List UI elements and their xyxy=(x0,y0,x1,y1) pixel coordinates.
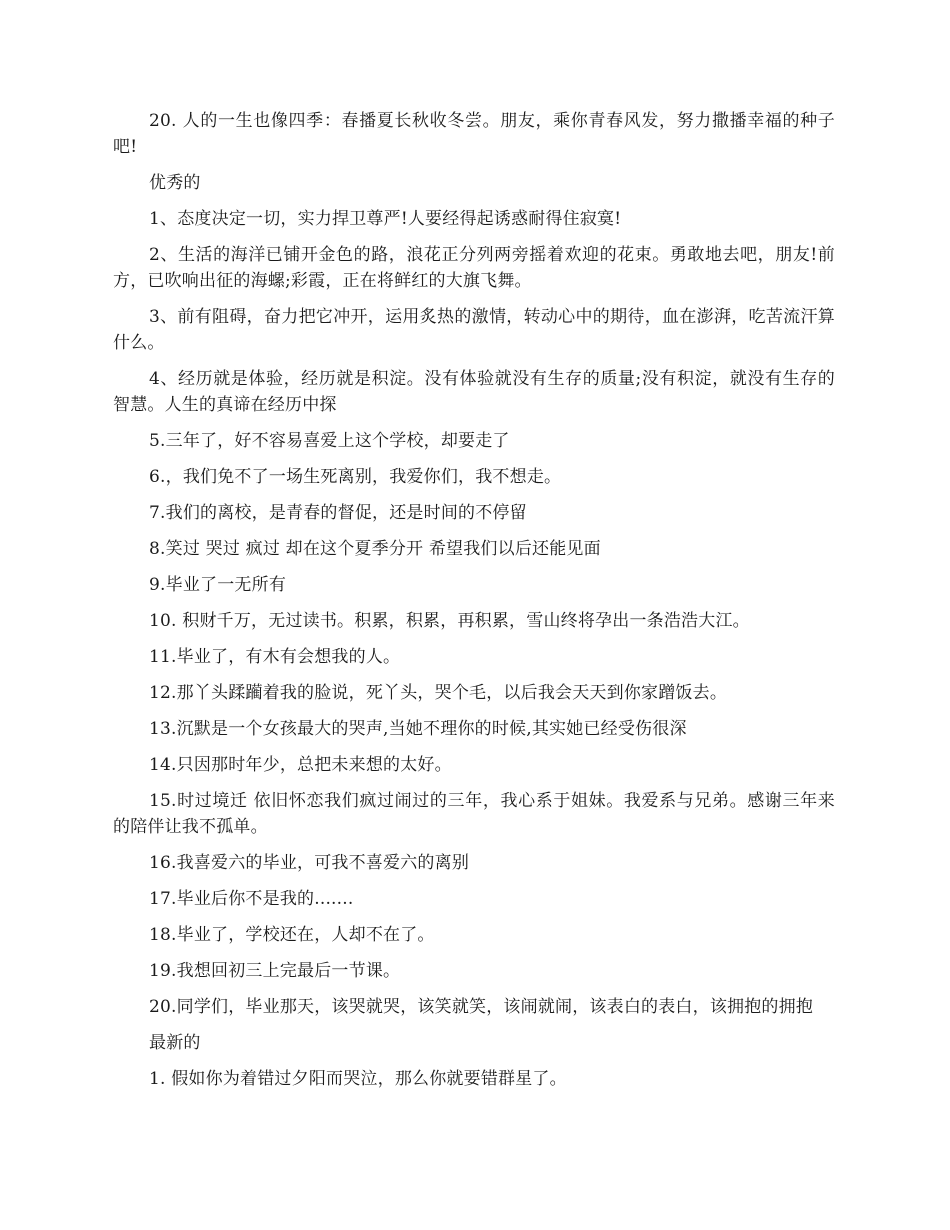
paragraph: 4、经历就是体验，经历就是积淀。没有体验就没有生存的质量;没有积淀，就没有生存的智慧。人生的真谛在经历中探 xyxy=(113,369,835,415)
document-body xyxy=(113,108,835,1102)
paragraph: 16.我喜爱六的毕业，可我不喜爱六的离别 xyxy=(149,853,470,873)
paragraph: 20. 人的一生也像四季：春播夏长秋收冬尝。朋友，乘你青春风发，努力撒播幸福的种子吧! xyxy=(113,111,835,157)
paragraph: 1、态度决定一切，实力捍卫尊严!人要经得起诱惑耐得住寂寞! xyxy=(149,209,622,229)
paragraph: 11.毕业了，有木有会想我的人。 xyxy=(149,647,401,667)
paragraph: 20.同学们，毕业那天，该哭就哭，该笑就笑，该闹就闹，该表白的表白，该拥抱的拥抱 xyxy=(149,997,814,1017)
paragraph: 1. 假如你为着错过夕阳而哭泣，那么你就要错群星了。 xyxy=(149,1069,567,1089)
section-heading-excellent: 优秀的 xyxy=(149,173,201,193)
paragraph: 10. 积财千万，无过读书。积累，积累，再积累，雪山终将孕出一条浩浩大江。 xyxy=(149,611,750,631)
section-heading-latest: 最新的 xyxy=(149,1033,201,1053)
paragraph: 18.毕业了，学校还在，人却不在了。 xyxy=(149,925,435,945)
paragraph: 8.笑过 哭过 疯过 却在这个夏季分开 希望我们以后还能见面 xyxy=(149,539,601,559)
paragraph: 5.三年了，好不容易喜爱上这个学校，却要走了 xyxy=(149,431,510,451)
paragraph: 15.时过境迁 依旧怀恋我们疯过闹过的三年，我心系于姐妹。我爱系与兄弟。感谢三年来的陪伴让我不孤单。 xyxy=(113,791,835,837)
paragraph: 17.毕业后你不是我的....... xyxy=(149,889,354,909)
paragraph: 9.毕业了一无所有 xyxy=(149,575,287,595)
paragraph: 13.沉默是一个女孩最大的哭声,当她不理你的时候,其实她已经受伤很深 xyxy=(149,719,687,739)
paragraph: 12.那丫头蹂躏着我的脸说，死丫头，哭个毛，以后我会天天到你家蹭饭去。 xyxy=(149,683,728,703)
paragraph: 2、生活的海洋已铺开金色的路，浪花正分列两旁摇着欢迎的花束。勇敢地去吧，朋友!前方，已吹响出征的海螺;彩霞，正在将鲜红的大旗飞舞。 xyxy=(113,245,835,291)
paragraph: 14.只因那时年少，总把未来想的太好。 xyxy=(149,755,452,775)
paragraph: 19.我想回初三上完最后一节课。 xyxy=(149,961,401,981)
paragraph: 3、前有阻碍，奋力把它冲开，运用炙热的激情，转动心中的期待，血在澎湃，吃苦流汗算什么。 xyxy=(113,307,835,353)
paragraph: 6.，我们免不了一场生死离别，我爱你们，我不想走。 xyxy=(149,467,562,487)
paragraph: 7.我们的离校，是青春的督促，还是时间的不停留 xyxy=(149,503,527,523)
